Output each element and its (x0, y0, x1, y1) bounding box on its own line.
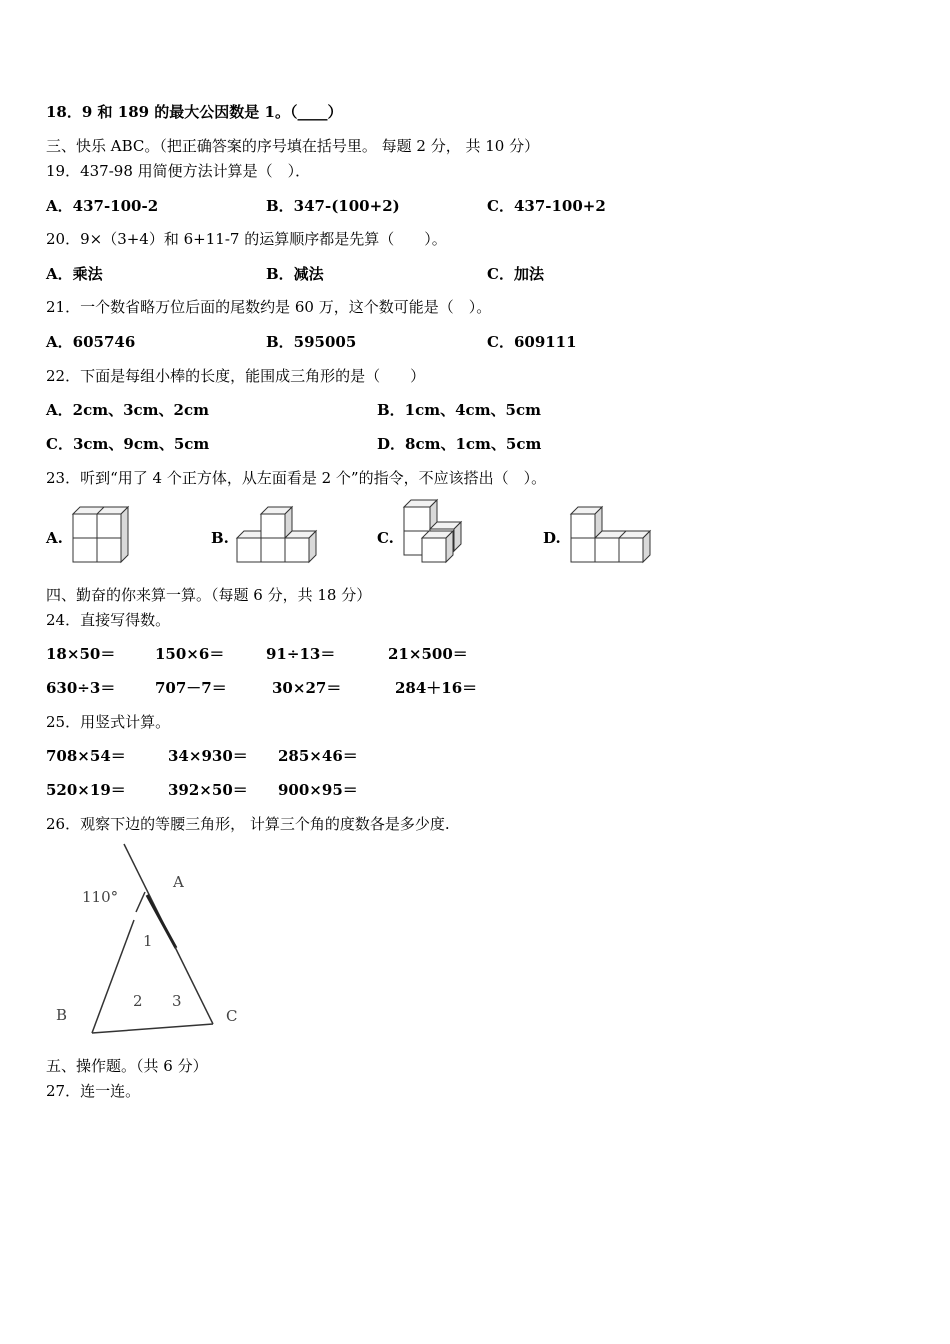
q19-option-c[interactable]: C．437-100+2 (487, 197, 606, 215)
q20-option-a[interactable]: A．乘法 (46, 265, 103, 283)
isosceles-triangle-figure (46, 840, 246, 1040)
vertex-c-label: C (226, 1007, 238, 1025)
q23-option-a[interactable]: A. (46, 529, 63, 547)
q20-option-c[interactable]: C．加法 (487, 265, 544, 283)
question-21: 21．一个数省略万位后面的尾数约是 60 万，这个数可能是（ ）。 (46, 298, 492, 316)
question-26: 26．观察下边的等腰三角形， 计算三个角的度数各是多少度. (46, 815, 450, 833)
q21-option-a[interactable]: A．605746 (46, 333, 136, 351)
angle-2-label: 2 (133, 992, 143, 1010)
q24-r1-item-2: 150×6＝ (155, 645, 225, 663)
question-24: 24．直接写得数。 (46, 611, 171, 629)
cube-figure-c (404, 500, 466, 566)
question-22: 22．下面是每组小棒的长度，能围成三角形的是（ ） (46, 367, 426, 385)
q25-r2-item-1: 520×19＝ (46, 781, 126, 799)
q25-r2-item-2: 392×50＝ (168, 781, 248, 799)
q25-r2-item-3: 900×95＝ (278, 781, 358, 799)
question-27: 27．连一连。 (46, 1082, 141, 1100)
question-20: 20．9×（3+4）和 6+11-7 的运算顺序都是先算（ ）。 (46, 230, 447, 248)
cube-figure-a (73, 507, 135, 565)
cube-figure-b (237, 507, 321, 565)
q19-option-b[interactable]: B．347-(100+2) (266, 197, 400, 215)
q22-option-c[interactable]: C．3cm、9cm、5cm (46, 435, 210, 453)
section-4-title: 四、勤奋的你来算一算。（每题 6 分，共 18 分） (46, 586, 372, 604)
section-3-title: 三、快乐 ABC。（把正确答案的序号填在括号里。 每题 2 分， 共 10 分） (46, 137, 540, 155)
q23-option-b[interactable]: B. (211, 529, 229, 547)
q25-r1-item-2: 34×930＝ (168, 747, 248, 765)
question-25: 25．用竖式计算。 (46, 713, 171, 731)
q21-option-c[interactable]: C．609111 (487, 333, 577, 351)
question-18: 18．9 和 189 的最大公因数是 1。（____） (46, 103, 343, 121)
section-5-title: 五、操作题。（共 6 分） (46, 1057, 208, 1075)
question-23: 23．听到“用了 4 个正方体，从左面看是 2 个”的指令，不应该搭出（ ）。 (46, 469, 547, 487)
q24-r2-item-4: 284＋16＝ (395, 679, 478, 697)
q24-r1-item-1: 18×50＝ (46, 645, 116, 663)
vertex-b-label: B (56, 1006, 68, 1024)
q22-option-b[interactable]: B．1cm、4cm、5cm (377, 401, 542, 419)
angle-1-label: 1 (143, 932, 153, 950)
q24-r2-item-1: 630÷3＝ (46, 679, 116, 697)
q24-r2-item-2: 707－7＝ (155, 679, 227, 697)
angle-110-label: 110° (82, 888, 119, 906)
q21-option-b[interactable]: B．595005 (266, 333, 357, 351)
q24-r1-item-3: 91÷13＝ (266, 645, 336, 663)
q22-option-d[interactable]: D．8cm、1cm、5cm (377, 435, 542, 453)
q19-option-a[interactable]: A．437-100-2 (46, 197, 159, 215)
cube-figure-d (571, 507, 655, 565)
angle-3-label: 3 (172, 992, 182, 1010)
q24-r2-item-3: 30×27＝ (272, 679, 342, 697)
q20-option-b[interactable]: B．减法 (266, 265, 324, 283)
vertex-a-label: A (173, 873, 184, 891)
q25-r1-item-3: 285×46＝ (278, 747, 358, 765)
q23-option-c[interactable]: C. (377, 529, 394, 547)
question-19: 19．437-98 用简便方法计算是（ ）． (46, 162, 311, 180)
q22-option-a[interactable]: A．2cm、3cm、2cm (46, 401, 209, 419)
q25-r1-item-1: 708×54＝ (46, 747, 126, 765)
q24-r1-item-4: 21×500＝ (388, 645, 468, 663)
q23-option-d[interactable]: D. (543, 529, 561, 547)
